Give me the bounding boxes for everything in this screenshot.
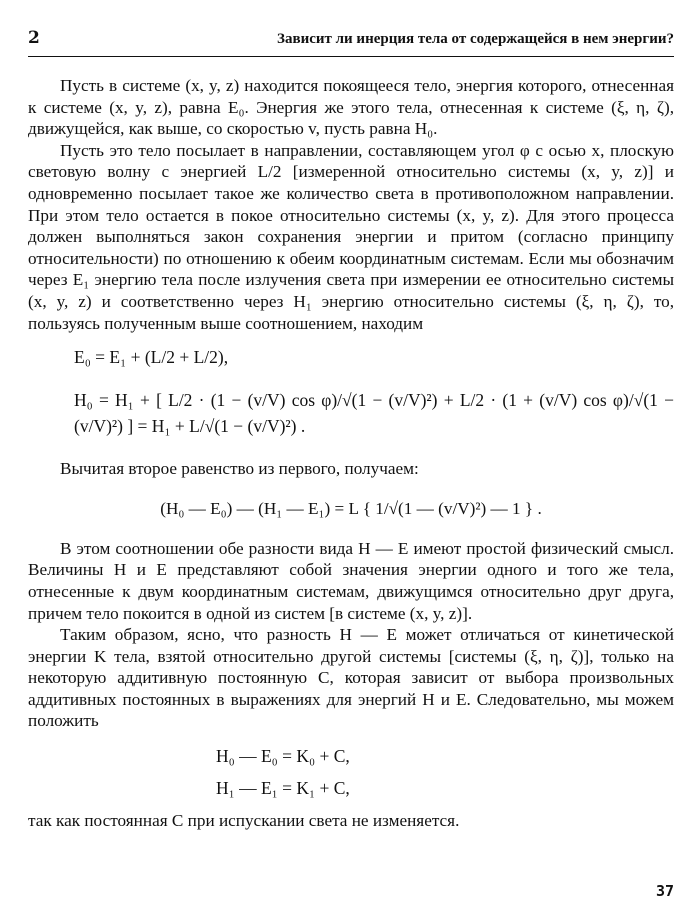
equation-block-energy: [74, 344, 674, 448]
equation-block-kinetic: [216, 740, 674, 804]
paragraph-5: Таким образом, ясно, что разность H — E может отличаться от кинетической энергии K тела, взятой относительно другой системы [системы (ξ, η, ζ)], только на некоторую аддитивную постоянную C, которая зависит от выбора произвольных аддитивных постоянных в выражениях для энергий H и E. Следовательно, мы можем положить: [28, 625, 674, 731]
equation-h0: H₀ = H₁ + [ L/2 · (1 − (v/V) cos φ)/√(1 − (v/V)²) + L/2 · (1 + (v/V) cos φ)/√(1 − (v/V)²) ] = H₁ + L/√(1 − (v/V)²) .: [74, 390, 674, 437]
equation-h1-e1: H₁ — E₁ = K₁ + C,: [216, 778, 350, 799]
paragraph-6: так как постоянная C при испускании света не изменяется.: [28, 811, 460, 831]
equation-h0-e0: H₀ — E₀ = K₀ + C,: [216, 746, 350, 767]
running-header: [28, 28, 674, 57]
footer-page-number: 37: [655, 882, 674, 900]
paragraph-2: Пусть это тело посылает в направлении, составляющем угол φ с осью x, плоскую световую волну с энергией L/2 [измеренной относительно системы (x, y, z)] и одновременно посылает такое же количество света в противоположном направлении. При этом тело остается в покое относительно системы (x, y, z). Для этого процесса должен выполняться закон сохранения энергии и притом (согласно принципу относительности) по отношению к обеим координатным системам. Если мы обозначим через E₁ энергию тела после излучения света при измерении ее относительно системы (x, y, z) и соответственно через H₁ энергию относительно системы (ξ, η, ζ), то, пользуясь полученным выше соотношением, находим: [28, 140, 674, 333]
page: [28, 28, 674, 832]
equation-difference: (H₀ — E₀) — (H₁ — E₁) = L { 1/√(1 — (v/V)²) — 1 } .: [160, 498, 542, 518]
running-title: Зависит ли инерция тела от содержащейся в нем энергии?: [277, 31, 674, 47]
article-body: [28, 75, 674, 832]
paragraph-1: Пусть в системе (x, y, z) находится покоящееся тело, энергия которого, отнесенная к системе (x, y, z), равна E₀. Энергия же этого тела, отнесенная к системе (ξ, η, ζ), движущейся, как выше, со скоростью v, пусть равна H₀.: [28, 76, 674, 139]
paragraph-4: В этом соотношении обе разности вида H — E имеют простой физический смысл. Величины H и E представляют собой значения энергии одного и того же тела, отнесенные к двум координатным системам, движущимся относительно друг друга, причем тело покоится в одной из систем [в системе (x, y, z)].: [28, 538, 674, 623]
header-page-number: 2: [28, 28, 40, 48]
paragraph-3: Вычитая второе равенство из первого, получаем:: [60, 459, 419, 479]
equation-e0: E₀ = E₁ + (L/2 + L/2),: [74, 347, 229, 368]
